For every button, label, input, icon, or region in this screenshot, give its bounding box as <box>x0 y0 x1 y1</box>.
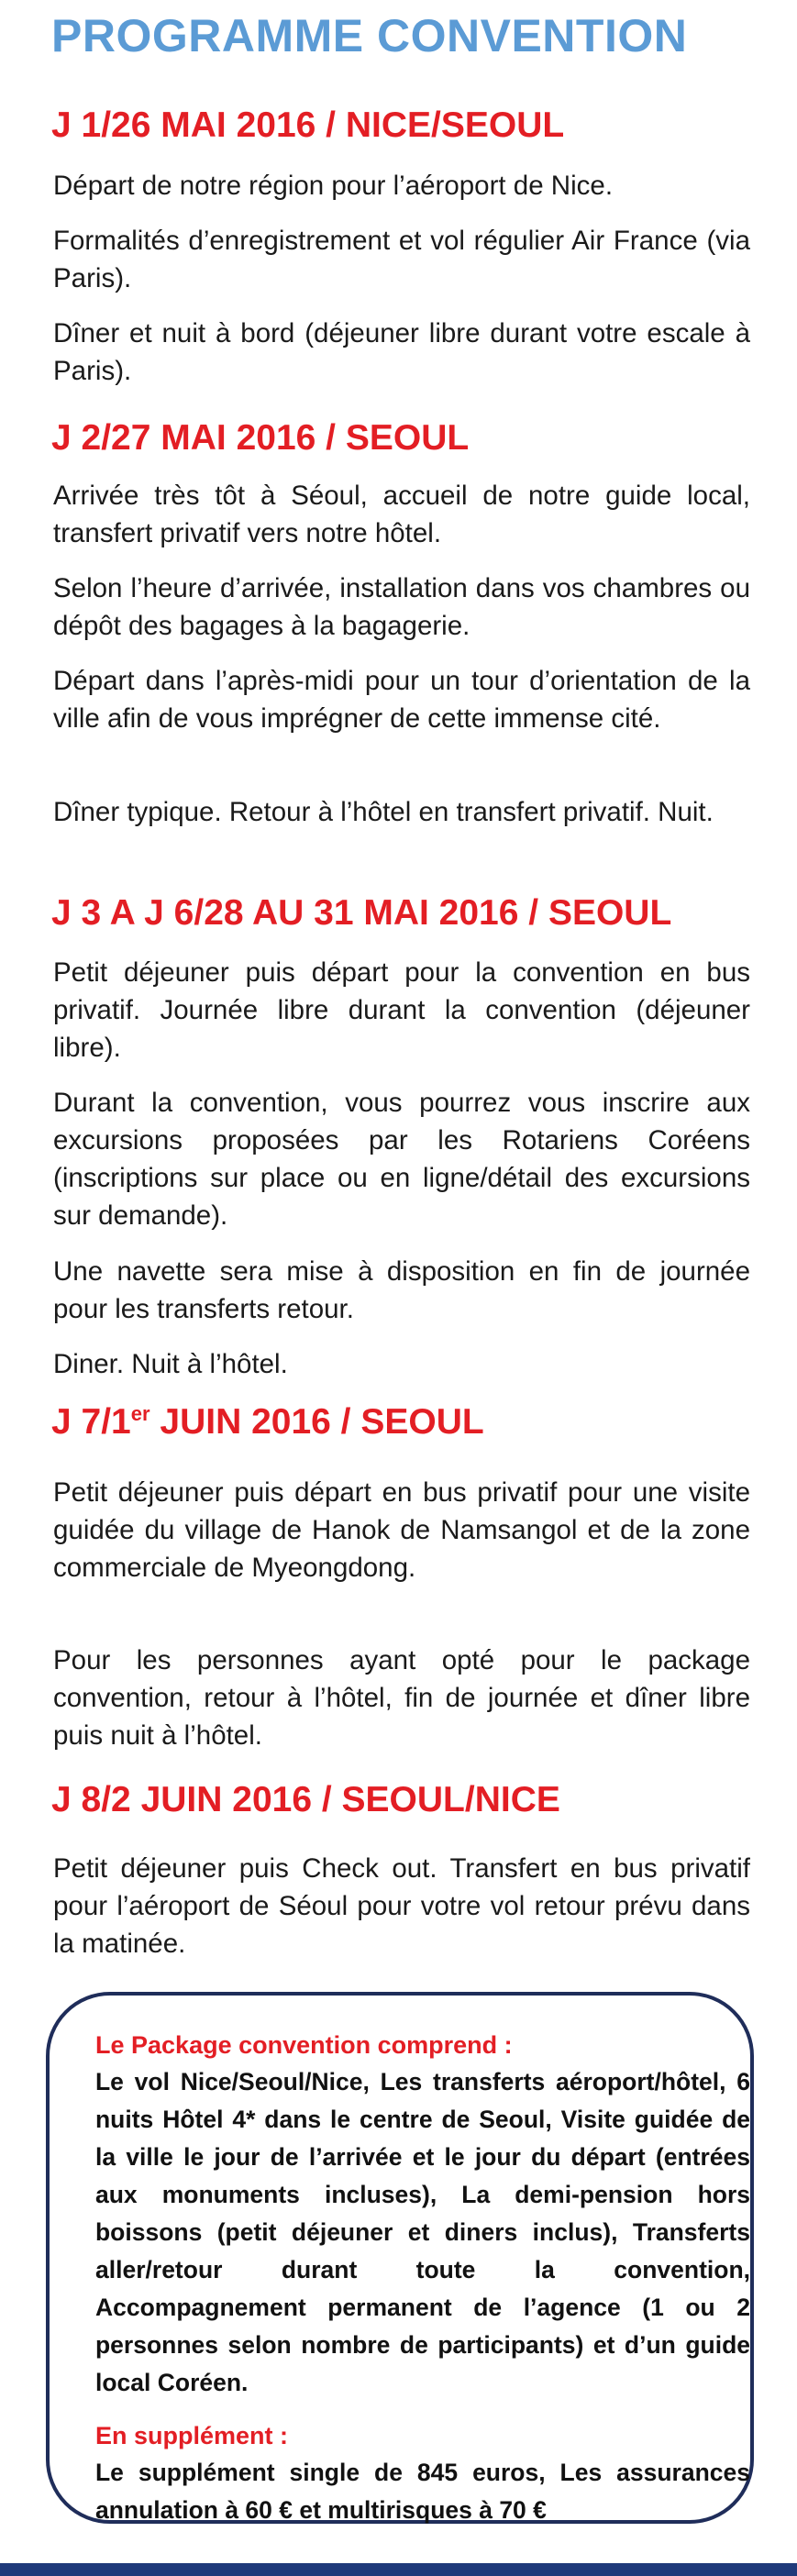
day-1-heading: J 1/26 MAI 2016 / NICE/SEOUL <box>51 105 565 145</box>
day-7-heading-sup: er <box>130 1402 150 1425</box>
day-3-6-paragraph-2: Durant la convention, vous pourrez vous inscrire aux excursions proposées par les Rotariens Coréens (inscriptions sur place ou en ligne/détail des excursions sur demande). <box>53 1088 750 1231</box>
day-7-heading-pre: J 7/1 <box>51 1402 131 1442</box>
footer-band <box>0 2563 797 2576</box>
day-8-heading: J 8/2 JUIN 2016 / SEOUL/NICE <box>51 1780 560 1819</box>
day-3-6-paragraph-4: Diner. Nuit à l’hôtel. <box>53 1349 288 1379</box>
day-3-6-paragraph-1: Petit déjeuner puis départ pour la convention en bus privatif. Journée libre durant la convention (déjeuner libre). <box>53 957 750 1063</box>
day-2-paragraph-1: Arrivée très tôt à Séoul, accueil de notre guide local, transfert privatif vers notre hôtel. <box>53 481 750 548</box>
day-7-heading <box>51 1401 748 1443</box>
day-2-heading: J 2/27 MAI 2016 / SEOUL <box>51 418 470 458</box>
day-2-paragraph-3: Départ dans l’après-midi pour un tour d’orientation de la ville afin de vous imprégner de cette immense cité. <box>53 666 750 734</box>
page-title: PROGRAMME CONVENTION <box>51 10 688 61</box>
day-1-paragraph-1: Départ de notre région pour l’aéroport de Nice. <box>53 171 614 201</box>
package-text: Le vol Nice/Seoul/Nice, Les transferts aéroport/hôtel, 6 nuits Hôtel 4* dans le centre de Seoul, Visite guidée de la ville le jour de l’arrivée et le jour du départ (entrées aux monuments incluses), La demi-pension hors boissons (petit déjeuner et diners inclus), Transferts aller/retour durant toute la convention, Accompagnement permanent de l’agence (1 ou 2 personnes selon nombre de participants) et d’un guide local Coréen. <box>95 2068 750 2396</box>
day-2-paragraph-4: Dîner typique. Retour à l’hôtel en transfert privatif. Nuit. <box>53 797 714 827</box>
package-heading: Le Package convention comprend : <box>95 2031 513 2059</box>
day-8-paragraph-1: Petit déjeuner puis Check out. Transfert en bus privatif pour l’aéroport de Séoul pour votre vol retour prévu dans la matinée. <box>53 1853 750 1959</box>
day-1-paragraph-2: Formalités d’enregistrement et vol régulier Air France (via Paris). <box>53 226 750 293</box>
day-3-6-paragraph-3: Une navette sera mise à disposition en fin de journée pour les transferts retour. <box>53 1256 750 1324</box>
supplement-text: Le supplément single de 845 euros, Les assurances annulation à 60 € et multirisques à 70 € <box>95 2459 750 2524</box>
day-2-paragraph-2: Selon l’heure d’arrivée, installation dans vos chambres ou dépôt des bagages à la bagagerie. <box>53 573 750 641</box>
day-7-heading-post: JUIN 2016 / SEOUL <box>149 1402 484 1442</box>
day-7-paragraph-2: Pour les personnes ayant opté pour le package convention, retour à l’hôtel, fin de journée et dîner libre puis nuit à l’hôtel. <box>53 1645 750 1751</box>
day-7-paragraph-1: Petit déjeuner puis départ en bus privatif pour une visite guidée du village de Hanok de Namsangol et de la zone commerciale de Myeongdong. <box>53 1477 750 1583</box>
supplement-heading: En supplément : <box>95 2422 289 2449</box>
day-3-6-heading: J 3 A J 6/28 AU 31 MAI 2016 / SEOUL <box>51 893 672 933</box>
day-1-paragraph-3: Dîner et nuit à bord (déjeuner libre durant votre escale à Paris). <box>53 318 750 386</box>
